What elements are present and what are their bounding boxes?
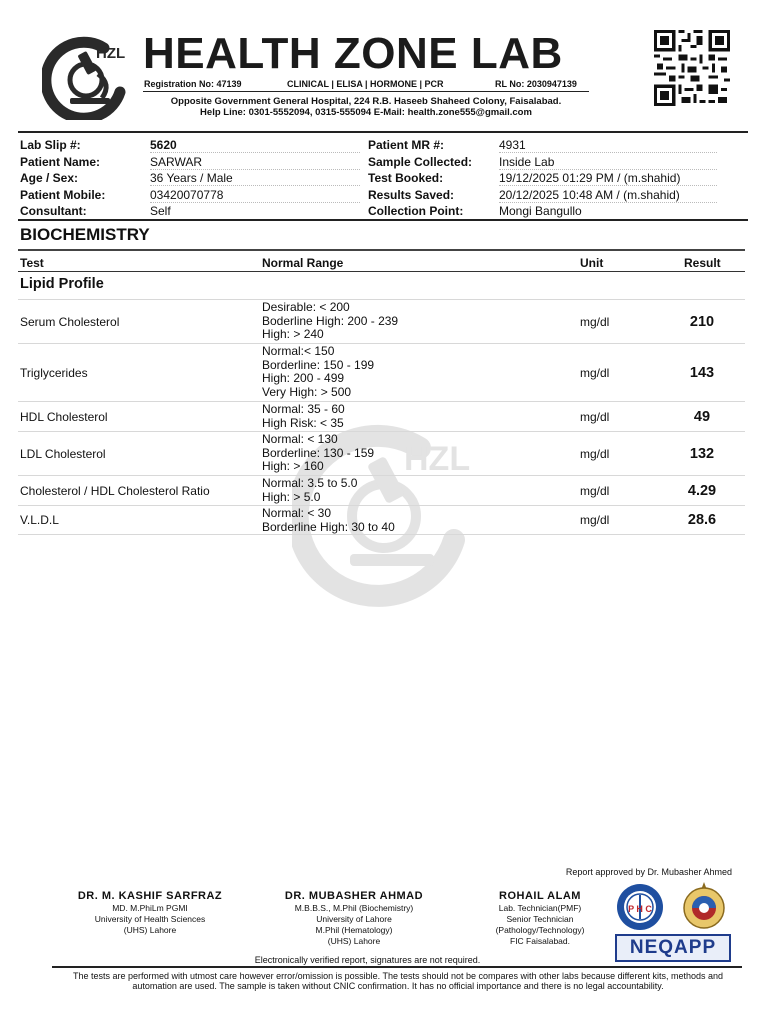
results-saved-value: 20/12/2025 10:48 AM / (m.shahid) bbox=[499, 188, 717, 203]
info-row bbox=[18, 170, 748, 187]
signatory-line: Lab. Technician(PMF) bbox=[498, 903, 582, 913]
lab-slip-value: 5620 bbox=[150, 138, 360, 153]
signatory-2 bbox=[274, 889, 434, 947]
range-line: Borderline High: 30 to 40 bbox=[262, 519, 395, 534]
emblem-seal-icon bbox=[678, 880, 730, 930]
range-line: High: > 240 bbox=[262, 327, 324, 342]
unit: mg/dl bbox=[580, 314, 610, 329]
report-header bbox=[0, 0, 768, 132]
group-title: Lipid Profile bbox=[20, 276, 104, 292]
signatory-1 bbox=[70, 889, 230, 936]
lab-slip-label: Lab Slip #: bbox=[20, 138, 81, 152]
signatory-line: (UHS) Lahore bbox=[123, 925, 177, 935]
services: CLINICAL | ELISA | HORMONE | PCR bbox=[287, 79, 444, 89]
signatory-name: DR. M. KASHIF SARFRAZ bbox=[77, 890, 223, 902]
info-row bbox=[18, 137, 748, 154]
mobile-label: Patient Mobile: bbox=[20, 187, 106, 202]
patient-name-value: SARWAR bbox=[150, 155, 360, 170]
col-unit: Unit bbox=[580, 256, 604, 270]
footer-divider bbox=[52, 966, 742, 968]
info-divider bbox=[18, 219, 748, 221]
signatory-line: M.B.B.S., M.Phil (Biochemistry) bbox=[294, 903, 414, 913]
range-line: Borderline: 150 - 199 bbox=[262, 357, 375, 372]
phc-seal-icon bbox=[614, 882, 666, 932]
test-name: Triglycerides bbox=[20, 365, 88, 380]
table-header bbox=[18, 255, 745, 272]
results-table bbox=[18, 299, 745, 535]
svg-text:P H C: P H C bbox=[628, 904, 652, 914]
test-name: V.L.D.L bbox=[20, 513, 59, 527]
consultant-label: Consultant: bbox=[20, 204, 87, 218]
mr-value: 4931 bbox=[499, 138, 717, 153]
lab-name: HEALTH ZONE LAB bbox=[143, 29, 563, 78]
unit: mg/dl bbox=[580, 409, 610, 424]
table-row bbox=[18, 475, 745, 505]
normal-range bbox=[262, 403, 345, 430]
age-sex-label: Age / Sex: bbox=[20, 171, 79, 185]
unit: mg/dl bbox=[580, 446, 610, 461]
approved-by: Report approved by Dr. Mubasher Ahmed bbox=[565, 867, 732, 877]
normal-range bbox=[262, 345, 374, 399]
info-row bbox=[18, 187, 748, 204]
section-divider bbox=[18, 249, 745, 251]
test-booked-value: 19/12/2025 01:29 PM / (m.shahid) bbox=[499, 171, 717, 186]
range-line: High: 200 - 499 bbox=[262, 371, 345, 386]
rl-no: RL No: 2030947139 bbox=[495, 79, 577, 89]
table-row bbox=[18, 299, 745, 343]
patient-name-label: Patient Name: bbox=[20, 154, 101, 169]
result-value: 4.29 bbox=[687, 482, 717, 499]
signatory-line: University of Health Sciences bbox=[94, 914, 206, 924]
range-line: High: > 160 bbox=[262, 459, 324, 474]
result-value: 49 bbox=[693, 408, 711, 425]
signatory-line: (Pathology/Technology) bbox=[495, 925, 585, 935]
result-value: 143 bbox=[689, 364, 715, 381]
section-title: BIOCHEMISTRY bbox=[20, 225, 150, 244]
range-line: Normal: 35 - 60 bbox=[262, 402, 345, 416]
normal-range bbox=[262, 507, 395, 534]
signatory-line: FIC Faisalabad. bbox=[510, 936, 570, 946]
result-value: 28.6 bbox=[687, 512, 717, 528]
registration-no: Registration No: 47139 bbox=[144, 79, 242, 89]
col-result: Result bbox=[684, 256, 721, 270]
results-saved-label: Results Saved: bbox=[368, 187, 455, 202]
range-line: Normal: < 30 bbox=[262, 506, 332, 520]
normal-range bbox=[262, 433, 374, 474]
col-test: Test bbox=[20, 256, 44, 270]
range-line: Normal:< 150 bbox=[262, 344, 335, 358]
signatory-line: University of Lahore bbox=[316, 914, 392, 924]
signatory-line: M.Phil (Hematology) bbox=[315, 925, 393, 935]
info-row bbox=[18, 203, 748, 220]
range-line: Boderline High: 200 - 239 bbox=[262, 313, 399, 328]
test-booked-label: Test Booked: bbox=[368, 171, 444, 185]
svg-text:HZL: HZL bbox=[404, 440, 471, 478]
collection-point-label: Collection Point: bbox=[368, 204, 464, 218]
lab-address: Opposite Government General Hospital, 224 R.B. Haseeb Shaheed Colony, Faisalabad. bbox=[170, 96, 562, 107]
sample-collected-value: Inside Lab bbox=[499, 155, 717, 170]
consultant-value: Self bbox=[150, 204, 171, 218]
range-line: High: > 5.0 bbox=[262, 489, 321, 504]
test-name: Cholesterol / HDL Cholesterol Ratio bbox=[20, 483, 210, 498]
sample-collected-label: Sample Collected: bbox=[368, 154, 473, 169]
table-row bbox=[18, 431, 745, 475]
unit: mg/dl bbox=[580, 483, 610, 498]
test-name: LDL Cholesterol bbox=[20, 446, 106, 461]
info-row bbox=[18, 154, 748, 171]
signatory-line: Senior Technician bbox=[506, 914, 574, 924]
test-name: Serum Cholesterol bbox=[20, 314, 120, 329]
mr-label: Patient MR #: bbox=[368, 138, 445, 152]
header-divider bbox=[18, 131, 748, 133]
mobile-value: 03420070778 bbox=[150, 188, 360, 203]
table-row bbox=[18, 505, 745, 535]
qr-code-icon bbox=[652, 30, 732, 106]
col-range: Normal Range bbox=[262, 256, 344, 270]
range-line: Very High: > 500 bbox=[262, 384, 352, 399]
normal-range bbox=[262, 301, 398, 342]
signatory-name: DR. MUBASHER AHMAD bbox=[284, 890, 424, 902]
unit: mg/dl bbox=[580, 365, 610, 380]
unit: mg/dl bbox=[580, 513, 610, 527]
signatory-line: (UHS) Lahore bbox=[327, 936, 381, 946]
lab-contact: Help Line: 0301-5552094, 0315-555094 E-Mail: health.zone555@gmail.com bbox=[200, 107, 532, 118]
lab-logo-icon bbox=[42, 34, 138, 120]
test-name: HDL Cholesterol bbox=[20, 409, 108, 424]
range-line: Borderline: 130 - 159 bbox=[262, 445, 375, 460]
range-line: Normal: < 130 bbox=[262, 432, 338, 446]
signatory-name: ROHAIL ALAM bbox=[499, 890, 581, 902]
result-value: 210 bbox=[689, 313, 715, 330]
range-line: High Risk: < 35 bbox=[262, 415, 344, 430]
patient-info bbox=[18, 137, 748, 220]
table-row bbox=[18, 401, 745, 431]
logo-text: HZL bbox=[96, 45, 126, 62]
table-row bbox=[18, 343, 745, 401]
disclaimer: The tests are performed with utmost care however error/omission is possible. The tests should not be compares with other labs because different kits, methods and automation are used. The sample is taken without CNIC confirmation. It has no official importance and there is no legal accountability. bbox=[73, 971, 723, 992]
normal-range bbox=[262, 477, 357, 504]
range-line: Normal: 3.5 to 5.0 bbox=[262, 476, 358, 490]
registration-line bbox=[143, 78, 589, 92]
e-verified-note: Electronically verified report, signatures are not required. bbox=[254, 955, 481, 965]
collection-point-value: Mongi Bangullo bbox=[499, 204, 582, 218]
signatory-3 bbox=[470, 889, 610, 947]
signatory-line: MD. M.PhiLm PGMI bbox=[112, 903, 188, 913]
age-sex-value: 36 Years / Male bbox=[150, 171, 360, 186]
range-line: Desirable: < 200 bbox=[262, 300, 350, 314]
result-value: 132 bbox=[689, 445, 715, 462]
neqapp-badge: NEQAPP bbox=[615, 934, 731, 962]
